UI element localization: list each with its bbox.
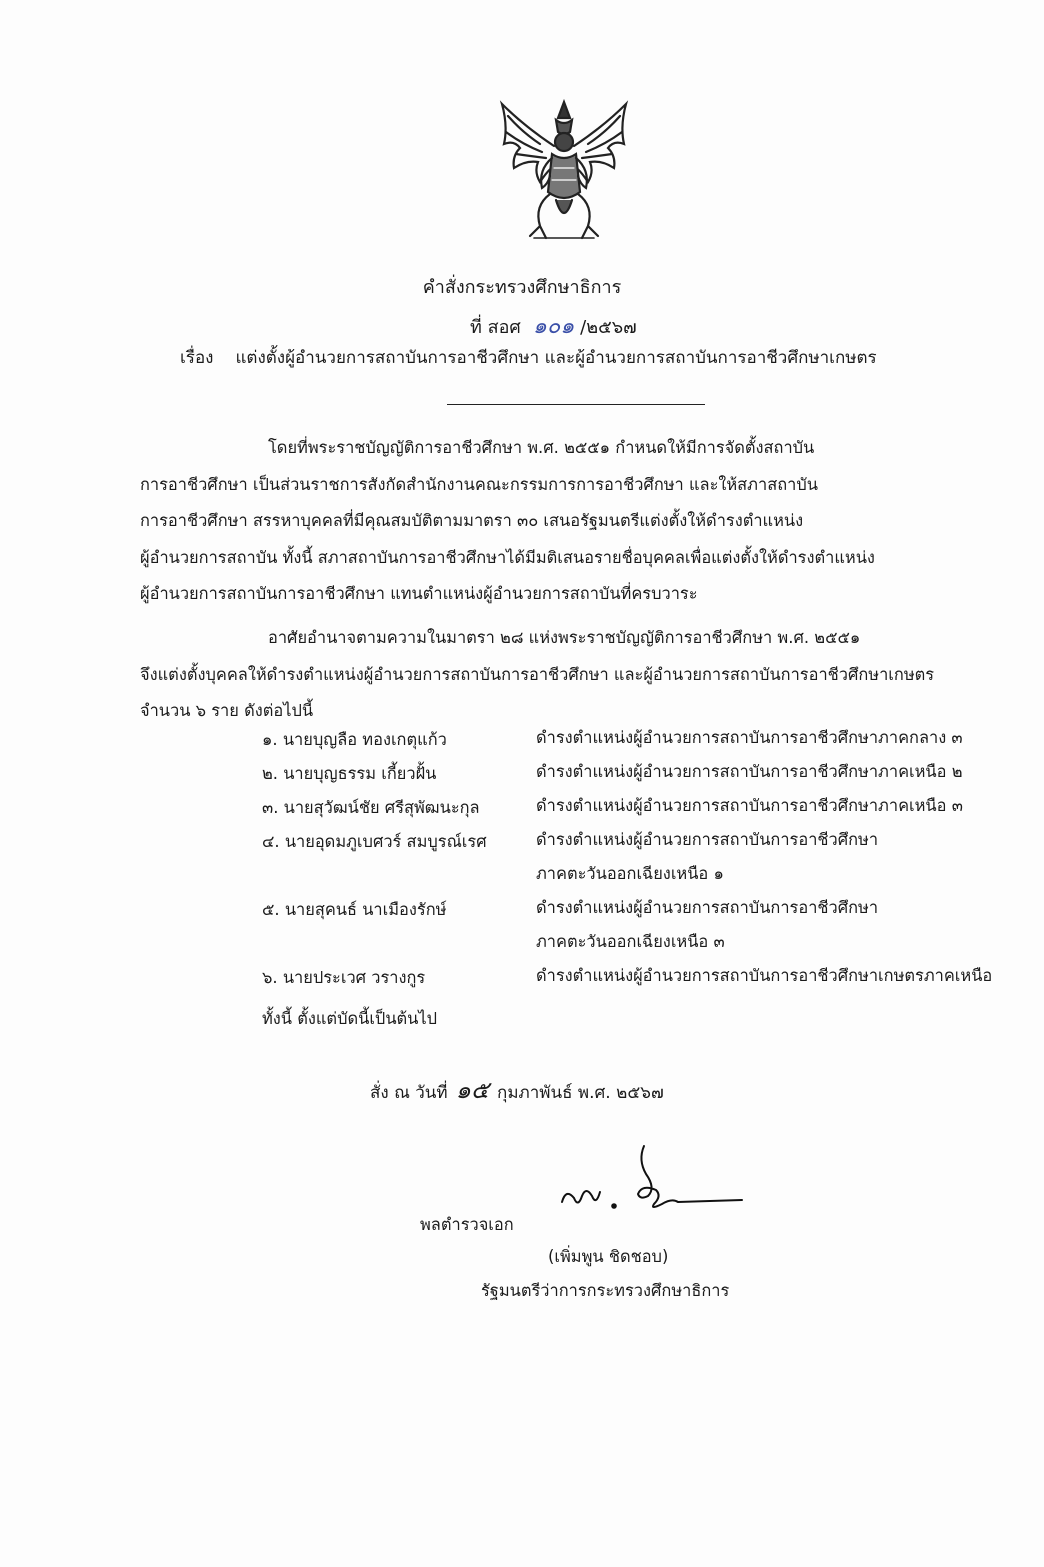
given-date (370, 1070, 664, 1109)
handwritten-signature (552, 1140, 752, 1230)
appointee-position (536, 823, 986, 891)
appointee-position (536, 755, 986, 789)
order-title: คำสั่งกระทรวงศึกษาธิการ (422, 277, 622, 298)
order-number (470, 308, 637, 343)
subject-text: แต่งตั้งผู้อำนวยการสถาบันการอาชีวศึกษา และผู้อำนวยการสถาบันการอาชีวศึกษาเกษตร (235, 348, 877, 368)
appointee-name: ๓. นายสุวัฒน์ชัย ศรีสุพัฒนะกุล (262, 798, 480, 817)
garuda-emblem-icon (494, 96, 634, 246)
paragraph-line: ผู้อำนวยการสถาบันการอาชีวศึกษา แทนตำแหน่งผู้อำนวยการสถาบันที่ครบวาระ (140, 584, 698, 603)
subject-label: เรื่อง (180, 348, 214, 368)
paragraph-line: ผู้อำนวยการสถาบัน ทั้งนี้ สภาสถาบันการอาชีวศึกษาได้มีมติเสนอรายชื่อบุคคลเพื่อแต่งตั้งให้ดำรงตำแหน่ง (140, 547, 875, 567)
position-line: ดำรงตำแหน่งผู้อำนวยการสถาบันการอาชีวศึกษาภาคกลาง ๓ (536, 728, 963, 747)
position-line: ภาคตะวันออกเฉียงเหนือ ๓ (536, 932, 725, 951)
given-date-prefix: สั่ง ณ วันที่ (370, 1083, 448, 1103)
paragraph-line: อาศัยอำนาจตามความในมาตรา ๒๘ แห่งพระราชบัญญัติการอาชีวศึกษา พ.ศ. ๒๕๕๑ (268, 628, 861, 647)
position-line: ดำรงตำแหน่งผู้อำนวยการสถาบันการอาชีวศึกษา (536, 898, 879, 917)
paragraph-2 (140, 620, 980, 730)
appointee-position (536, 959, 993, 993)
appointee-name: ๕. นายสุคนธ์ นาเมืองรักษ์ (262, 900, 447, 919)
position-line: ดำรงตำแหน่งผู้อำนวยการสถาบันการอาชีวศึกษาภาคเหนือ ๓ (536, 796, 963, 815)
order-number-suffix: /๒๕๖๗ (580, 317, 637, 338)
paragraph-line: จำนวน ๖ ราย ดังต่อไปนี้ (140, 701, 314, 720)
appointee-name: ๖. นายประเวศ วรางกูร (262, 968, 426, 987)
position-line: ดำรงตำแหน่งผู้อำนวยการสถาบันการอาชีวศึกษาเกษตรภาคเหนือ (536, 966, 993, 985)
position-line: ภาคตะวันออกเฉียงเหนือ ๑ (536, 864, 724, 883)
signer-rank: พลตำรวจเอก (420, 1215, 514, 1234)
order-number-prefix: ที่ สอศ (470, 317, 521, 338)
divider-line (447, 404, 705, 405)
signer-name: (เพิ่มพูน ชิดชอบ) (548, 1247, 669, 1266)
paragraph-line: การอาชีวศึกษา สรรหาบุคคลที่มีคุณสมบัติตามมาตรา ๓๐ เสนอรัฐมนตรีแต่งตั้งให้ดำรงตำแหน่ง (140, 511, 804, 530)
paragraph-1 (140, 430, 980, 613)
given-day-handwritten: ๑๕ (455, 1076, 490, 1104)
appointee-position (536, 789, 986, 823)
appointee-position (536, 891, 986, 959)
appointee-name: ๑. นายบุญลือ ทองเกตุแก้ว (262, 730, 447, 749)
appointee-name: ๒. นายบุญธรรม เกี้ยวฝั้น (262, 764, 437, 783)
given-month-year: กุมภาพันธ์ พ.ศ. ๒๕๖๗ (497, 1083, 664, 1103)
appointee-position (536, 721, 986, 755)
signer-position: รัฐมนตรีว่าการกระทรวงศึกษาธิการ (481, 1281, 730, 1300)
paragraph-line: จึงแต่งตั้งบุคคลให้ดำรงตำแหน่งผู้อำนวยการสถาบันการอาชีวศึกษา และผู้อำนวยการสถาบันการอาชีวศึกษาเกษตร (140, 664, 935, 684)
subject-line (180, 344, 877, 371)
appointee-name: ๔. นายอุดมภูเบศวร์ สมบูรณ์เรศ (262, 832, 487, 851)
paragraph-line: การอาชีวศึกษา เป็นส่วนราชการสังกัดสำนักงานคณะกรรมการการอาชีวศึกษา และให้สภาสถาบัน (140, 474, 818, 494)
effective-date-text: ทั้งนี้ ตั้งแต่บัดนี้เป็นต้นไป (262, 1009, 438, 1028)
position-line: ดำรงตำแหน่งผู้อำนวยการสถาบันการอาชีวศึกษาภาคเหนือ ๒ (536, 762, 963, 781)
paragraph-line: โดยที่พระราชบัญญัติการอาชีวศึกษา พ.ศ. ๒๕๕๑ กำหนดให้มีการจัดตั้งสถาบัน (268, 438, 815, 457)
position-line: ดำรงตำแหน่งผู้อำนวยการสถาบันการอาชีวศึกษา (536, 830, 879, 849)
order-number-handwritten: ๑๐๑ (532, 314, 575, 339)
